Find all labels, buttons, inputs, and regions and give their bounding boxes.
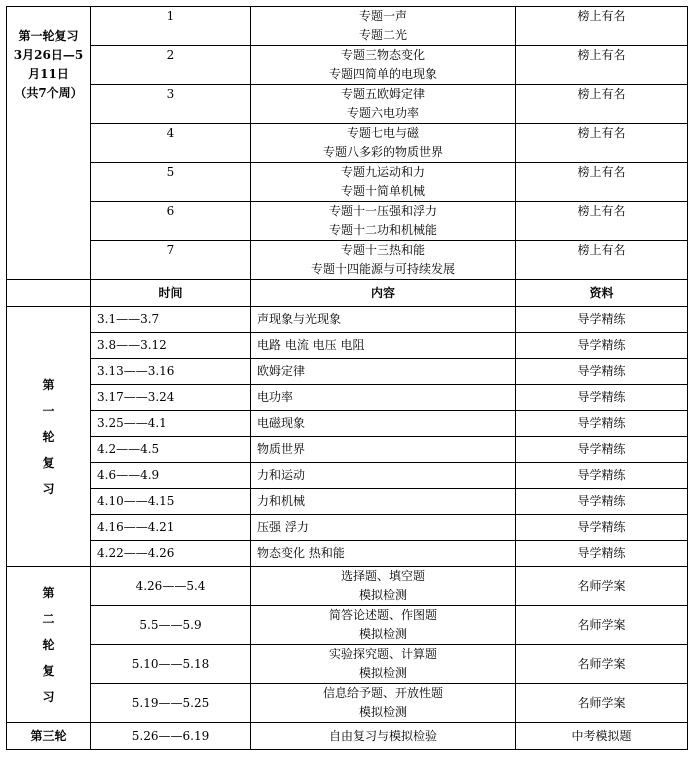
content-cell: 电路 电流 电压 电阻	[251, 333, 516, 359]
review-schedule	[6, 6, 687, 750]
material-cell: 榜上有名	[516, 124, 688, 163]
header-time: 时间	[91, 280, 251, 307]
content-cell: 信息给予题、开放性题 模拟检测	[251, 684, 516, 723]
time-cell: 5.5——5.9	[91, 606, 251, 645]
table-row	[7, 385, 688, 411]
topic-cell: 专题十一压强和浮力 专题十二功和机械能	[251, 202, 516, 241]
topic-number: 4	[91, 124, 251, 163]
material-cell: 导学精练	[516, 333, 688, 359]
table-row	[7, 541, 688, 567]
time-cell: 5.19——5.25	[91, 684, 251, 723]
table-row	[7, 567, 688, 606]
topic-cell: 专题一声 专题二光	[251, 7, 516, 46]
material-cell: 导学精练	[516, 307, 688, 333]
table-row	[7, 359, 688, 385]
phase-three-label: 第三轮	[7, 723, 91, 750]
content-cell: 简答论述题、作图题 模拟检测	[251, 606, 516, 645]
material-cell: 导学精练	[516, 411, 688, 437]
content-cell: 自由复习与模拟检验	[251, 723, 516, 750]
material-cell: 名师学案	[516, 684, 688, 723]
phase-one-review-label: 第 一 轮 复 习	[7, 307, 91, 567]
table-row	[7, 241, 688, 280]
material-cell: 导学精练	[516, 437, 688, 463]
time-cell: 5.10——5.18	[91, 645, 251, 684]
table-row	[7, 46, 688, 85]
time-cell: 3.8——3.12	[91, 333, 251, 359]
header-row	[7, 280, 688, 307]
table-row	[7, 7, 688, 46]
table-row	[7, 723, 688, 750]
time-cell: 3.13——3.16	[91, 359, 251, 385]
material-cell: 榜上有名	[516, 241, 688, 280]
topic-number: 5	[91, 163, 251, 202]
time-cell: 4.16——4.21	[91, 515, 251, 541]
table-row	[7, 202, 688, 241]
table-row	[7, 163, 688, 202]
header-material: 资料	[516, 280, 688, 307]
content-cell: 压强 浮力	[251, 515, 516, 541]
topic-number: 7	[91, 241, 251, 280]
material-cell: 导学精练	[516, 541, 688, 567]
content-cell: 实验探究题、计算题 模拟检测	[251, 645, 516, 684]
time-cell: 3.1——3.7	[91, 307, 251, 333]
table-row	[7, 606, 688, 645]
table-row	[7, 645, 688, 684]
content-cell: 声现象与光现象	[251, 307, 516, 333]
table-row	[7, 411, 688, 437]
table-row	[7, 463, 688, 489]
time-cell: 3.25——4.1	[91, 411, 251, 437]
header-content: 内容	[251, 280, 516, 307]
time-cell: 4.2——4.5	[91, 437, 251, 463]
topic-number: 6	[91, 202, 251, 241]
table-row	[7, 124, 688, 163]
material-cell: 名师学案	[516, 606, 688, 645]
table-row	[7, 437, 688, 463]
topic-cell: 专题三物态变化 专题四简单的电现象	[251, 46, 516, 85]
table-row	[7, 489, 688, 515]
material-cell: 榜上有名	[516, 46, 688, 85]
topic-cell: 专题七电与磁 专题八多彩的物质世界	[251, 124, 516, 163]
content-cell: 选择题、填空题 模拟检测	[251, 567, 516, 606]
material-cell: 导学精练	[516, 515, 688, 541]
topic-cell: 专题十三热和能 专题十四能源与可持续发展	[251, 241, 516, 280]
table-row	[7, 515, 688, 541]
content-cell: 力和运动	[251, 463, 516, 489]
material-cell: 导学精练	[516, 463, 688, 489]
content-cell: 力和机械	[251, 489, 516, 515]
time-cell: 4.22——4.26	[91, 541, 251, 567]
material-cell: 榜上有名	[516, 7, 688, 46]
material-cell: 名师学案	[516, 567, 688, 606]
content-cell: 电磁现象	[251, 411, 516, 437]
content-cell: 物质世界	[251, 437, 516, 463]
topic-number: 2	[91, 46, 251, 85]
content-cell: 物态变化 热和能	[251, 541, 516, 567]
table-row	[7, 307, 688, 333]
phase-two-review-label: 第 二 轮 复 习	[7, 567, 91, 723]
content-cell: 电功率	[251, 385, 516, 411]
material-cell: 导学精练	[516, 385, 688, 411]
material-cell: 榜上有名	[516, 163, 688, 202]
table-row	[7, 684, 688, 723]
time-cell: 4.26——5.4	[91, 567, 251, 606]
schedule-table	[6, 6, 688, 750]
time-cell: 4.6——4.9	[91, 463, 251, 489]
table-row	[7, 85, 688, 124]
content-cell: 欧姆定律	[251, 359, 516, 385]
topic-cell: 专题五欧姆定律 专题六电功率	[251, 85, 516, 124]
material-cell: 榜上有名	[516, 202, 688, 241]
material-cell: 榜上有名	[516, 85, 688, 124]
topic-number: 3	[91, 85, 251, 124]
material-cell: 导学精练	[516, 359, 688, 385]
topic-cell: 专题九运动和力 专题十简单机械	[251, 163, 516, 202]
table-row	[7, 333, 688, 359]
topic-number: 1	[91, 7, 251, 46]
material-cell: 中考模拟题	[516, 723, 688, 750]
header-empty-cell	[7, 280, 91, 307]
phase-one-label: 第一轮复习 3月26日—5 月11日 （共7个周）	[7, 7, 91, 280]
time-cell: 4.10——4.15	[91, 489, 251, 515]
time-cell: 5.26——6.19	[91, 723, 251, 750]
time-cell: 3.17——3.24	[91, 385, 251, 411]
material-cell: 名师学案	[516, 645, 688, 684]
material-cell: 导学精练	[516, 489, 688, 515]
